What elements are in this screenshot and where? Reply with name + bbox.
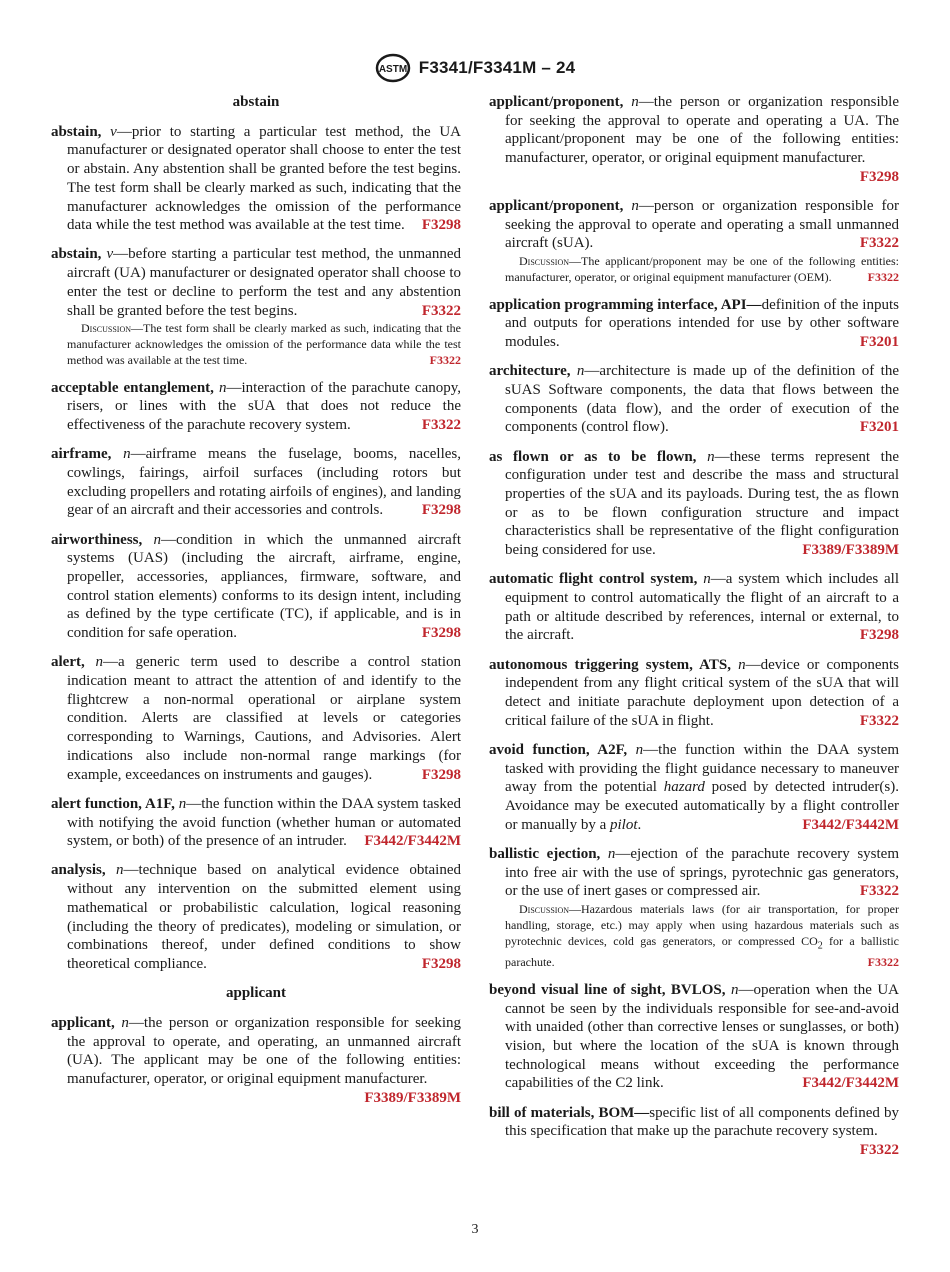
glossary-entry-acceptable-entanglement [51,379,461,435]
standard-reference: F3322 [859,712,899,729]
section-title-abstain: abstain [232,94,280,110]
discussion-label: Discussion [81,321,132,336]
glossary-entry-avoid-function [489,741,899,835]
part-of-speech: n [115,862,124,879]
standard-reference: F3298 [421,217,461,234]
subscript: 2 [817,940,823,952]
part-of-speech: n [218,379,227,396]
standard-reference: F3298 [859,627,899,644]
page-header [0,50,950,86]
term: acceptable entanglement, [51,379,214,396]
part-of-speech: v [110,123,117,140]
right-column [489,93,899,1170]
definition: —a generic term used to describe a control station indication meant to attract the attention of and identify to the flightcrew a non-normal operational or airplane system condition. Alerts are classified at levels or categories corresponding to Warnings, Cautions, and Advisories. Alert indications also include non-normal range markings (for example, exceedances on instruments and gauges). [67,654,462,783]
term: application programming interface, API— [489,296,762,313]
term: applicant, [51,1014,115,1031]
definition: —a system which includes all equipment to control automatically the flight of an aircraft to a path or altitude described by references, internal or external, to the aircraft. [505,571,900,644]
discussion-text: —The applicant/proponent may be one of the following entities: manufacturer, operator, or original equipment manufacturer (OEM). [505,254,899,285]
definition: —the person or organization responsible for seeking the approval to operate, and operating, an unmanned aircraft (UA). The applicant may be one of the following entities: manufacturer, operator, or original equipment manufacturer. [67,1014,461,1087]
glossary-entry-applicant-proponent-1 [489,93,899,187]
standard-reference: F3298 [421,955,461,972]
term: ballistic ejection, [489,845,601,862]
part-of-speech: n [576,363,585,380]
term: abstain, [51,246,102,263]
definition: —condition in which the unmanned aircraft systems (UAS) (including the aircraft, airframe, engine, propeller, accessories, appliances, firmware, software, and control station elements) conforms to its design intent, including as defined by the type certificate (TC), if applicable, and is in condition for safe operation. [67,531,462,642]
standard-reference: F3201 [859,419,899,436]
term: beyond visual line of sight, BVLOS, [489,981,726,998]
standard-reference: F3298 [421,502,461,519]
term: alert function, A1F, [51,795,175,812]
definition: —ejection of the parachute recovery system into free air with the use of springs, pyrotechnic gas generators, or the use of inert gases or compressed air. [505,845,899,900]
term: analysis, [51,862,106,879]
part-of-speech: n [703,571,711,588]
standard-reference: F3389/F3389M [802,542,899,559]
standard-reference: F3298 [421,625,461,642]
term: autonomous triggering system, ATS, [489,656,731,673]
discussion-reference: F3322 [867,955,899,970]
definition: —the function within the DAA system tasked with notifying the avoid function (whether human or automated system, or both) of the presence of an intruder. [67,795,461,850]
section-title-applicant: applicant [225,985,286,1002]
definition: posed by detected intruder(s). Avoidance may be executed automatically by a flight controller or manually by a [505,779,899,833]
glossary-entry-bill-of-materials [489,1104,899,1160]
glossary-entry-bvlos [489,981,899,1093]
term: applicant/proponent, [489,94,624,110]
discussion-text: —Hazardous materials laws (for air transportation, for proper handling, storage, etc.) may apply when using hazardous materials such as pyrotechnic devices, cold gas generators, or compressed CO [505,902,899,949]
discussion-text: for a ballistic parachute. [505,934,899,970]
definition: —airframe means the fuselage, booms, nacelles, cowlings, fairings, airfoil surfaces (including rotors but excluding propellers and rotating airfoils of engines), and landing gear of an aircraft and their accessories and controls. [67,446,461,519]
standard-reference: F3442/F3442M [802,816,899,833]
astm-logo-icon [375,53,411,83]
glossary-entry-api [489,296,899,352]
term: avoid function, A2F, [489,741,628,758]
glossary-entry-alert [51,653,461,784]
definition: —the person or organization responsible for seeking the approval to operate and operating a UA. The applicant/proponent may be one of the following entities: manufacturer, operator, or original equipment manufacturer. [505,94,899,167]
definition: —the function within the DAA system tasked with providing the flight guidance necessary to maneuver away from the potential [505,741,900,796]
definition: —before starting a particular test method, the unmanned aircraft (UA) manufacturer or designated operator shall choose to enter the test or decline to perform the test and any abstention shall be granted before the test begins. [67,246,461,319]
glossary-entry-architecture [489,362,899,437]
definition: —architecture is made up of the definition of the sUAS Software components, the data that flows between the components (data flow), and the order of execution of the components (control flow). [505,363,900,436]
part-of-speech: n [631,94,639,110]
term: abstain, [51,123,102,140]
glossary-entry-as-flown [489,448,899,560]
glossary-entry-applicant-proponent-2 [489,197,899,285]
discussion-reference: F3322 [429,353,461,368]
glossary-entry-airworthiness [51,531,461,643]
term: airworthiness, [51,531,143,548]
part-of-speech: n [730,981,739,998]
discussion-note [505,253,899,285]
standard-reference: F3322 [859,235,899,252]
part-of-speech: n [631,198,639,215]
standard-reference: F3322 [859,883,899,900]
definition: definition of the inputs and outputs for operations intended for use by other software modules. [505,296,899,351]
term: applicant/proponent, [489,198,624,215]
term: as flown or as to be flown, [489,448,697,465]
part-of-speech: v [106,246,114,263]
part-of-speech: n [635,741,644,758]
term: architecture, [489,363,571,380]
glossary-entry-abstain-2 [51,245,461,368]
glossary-entry-applicant [51,1014,461,1108]
glossary-entry-automatic-flight-control-system [489,570,899,645]
discussion-text: —The test form shall be clearly marked as such, indicating that the manufacturer acknowledges the omission of the performance data while the test method was available at the test time. [67,321,461,368]
left-column [51,93,461,1118]
part-of-speech: n [738,656,746,673]
standard-reference: F3389/F3389M [364,1089,461,1106]
definition: . [637,816,642,833]
part-of-speech: n [178,795,187,812]
term: bill of materials, BOM— [489,1104,650,1121]
definition: —device or components independent from any flight critical system of the sUA that will detect and initiate parachute deployment upon detection of a critical failure of the sUA in flight. [505,656,900,729]
discussion-label: Discussion [519,254,570,269]
standard-reference: F3442/F3442M [802,1075,899,1092]
definition: —person or organization responsible for seeking the approval to operate and operating a small unmanned aircraft (sUA). [505,198,899,252]
part-of-speech: n [121,1014,129,1031]
definition: —operation when the UA cannot be seen by the individuals responsible for see-and-avoid with unaided (other than corrective lenses or sunglasses, or both) vision, but where the location of the sUA is known through technological means without exceeding the performance capabilities of the C2 link. [505,981,899,1092]
discussion-note [505,901,899,970]
standard-reference: F3442/F3442M [364,833,461,850]
definition-italic: pilot [609,816,638,833]
definition: —interaction of the parachute canopy, risers, or lines with the sUA that does not reduce the effectiveness of the parachute recovery system. [67,379,462,434]
part-of-speech: n [95,654,104,671]
standard-reference: F3201 [859,334,899,351]
term: automatic flight control system, [489,571,698,588]
term: airframe, [51,446,112,463]
definition: specific list of all components defined by this specification that make up the parachute recovery system. [505,1104,900,1140]
discussion-note [67,320,461,368]
glossary-entry-abstain-1 [51,123,461,235]
glossary-entry-airframe [51,445,461,520]
term: alert, [51,654,85,671]
glossary-entry-alert-function [51,795,461,851]
discussion-reference: F3322 [867,270,899,285]
part-of-speech: n [607,845,616,862]
definition: —technique based on analytical evidence obtained without any intervention on the submitted element using mathematical or probabilistic calculation, logical reasoning (including the theory of predicates), modeling or simulation, or combinations thereof, under defined conditions to show theoretical compliance. [67,862,462,972]
definition: —prior to starting a particular test method, the UA manufacturer or designated operator shall choose to enter the test or abstain. Any abstention shall be granted before the test begins. The test form shall be clearly marked as such, indicating that the manufacturer acknowledges the omission of the performance data while the test method was available at the test time. [67,123,461,234]
definition: —these terms represent the configuration under test and describe the mass and structural properties of the sUA and its payloads. During test, the as flown or as to be flown configuration structure and impact characteristics shall be representative of the flight configuration being considered for use. [505,448,899,559]
discussion-label: Discussion [519,902,570,917]
glossary-entry-analysis [51,861,461,973]
standard-reference: F3322 [421,417,461,434]
standard-reference: F3298 [859,168,899,185]
standard-reference: F3322 [859,1142,899,1159]
page-number: 3 [471,1222,479,1237]
glossary-entry-autonomous-triggering-system [489,656,899,731]
svg-text:ASTM: ASTM [378,64,407,75]
document-id: F3341/F3341M – 24 [418,58,576,77]
standard-reference: F3298 [421,766,461,783]
part-of-speech: n [123,446,131,463]
glossary-entry-ballistic-ejection [489,845,899,971]
definition-italic: hazard [663,779,705,796]
standard-reference: F3322 [421,302,461,319]
part-of-speech: n [153,531,161,548]
part-of-speech: n [707,448,715,465]
